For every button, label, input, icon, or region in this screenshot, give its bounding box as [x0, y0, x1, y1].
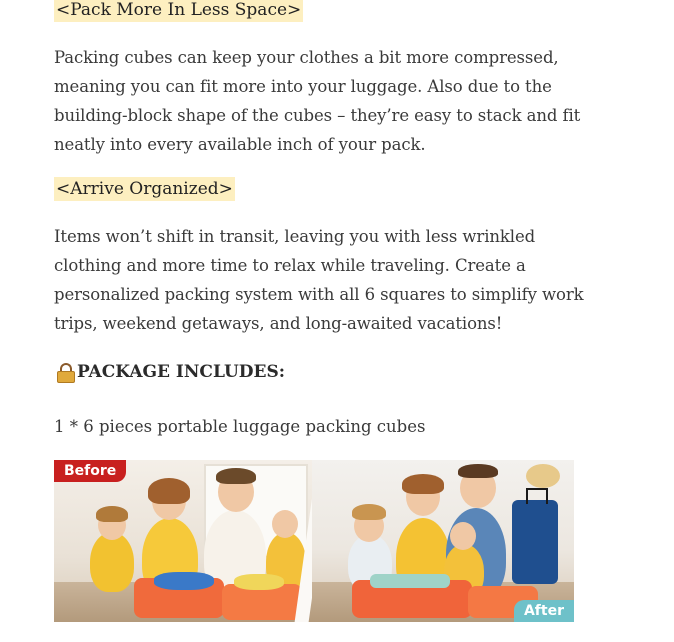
before-after-photo — [54, 460, 574, 622]
section-body-pack-more — [54, 43, 594, 159]
paragraph: Packing cubes can keep your clothes a bit more compressed, meaning you can fit more into your luggage. Also due to the building-block shape of the cubes – they’re easy to stack and fit neatly into every available inch of your pack. — [54, 48, 581, 154]
lock-icon — [56, 363, 74, 381]
package-item: 1 * 6 pieces portable luggage packing cubes — [54, 417, 426, 436]
after-badge: After — [514, 600, 574, 622]
package-includes-title: PACKAGE INCLUDES: — [77, 362, 286, 382]
section-body-arrive-organized — [54, 222, 594, 338]
after-scene — [312, 460, 574, 622]
paragraph: Items won’t shift in transit, leaving you with less wrinkled clothing and more time to relax while traveling. Create a personalized packing system with all 6 squares to simplify work trips, weekend getaways, and long-awaited vacations! — [54, 227, 584, 333]
before-badge: Before — [54, 460, 126, 482]
package-includes-heading — [56, 362, 285, 382]
section-heading-pack-more: <Pack More In Less Space> — [56, 0, 302, 20]
before-scene — [54, 460, 316, 622]
section-heading-arrive-organized: <Arrive Organized> — [56, 179, 233, 199]
